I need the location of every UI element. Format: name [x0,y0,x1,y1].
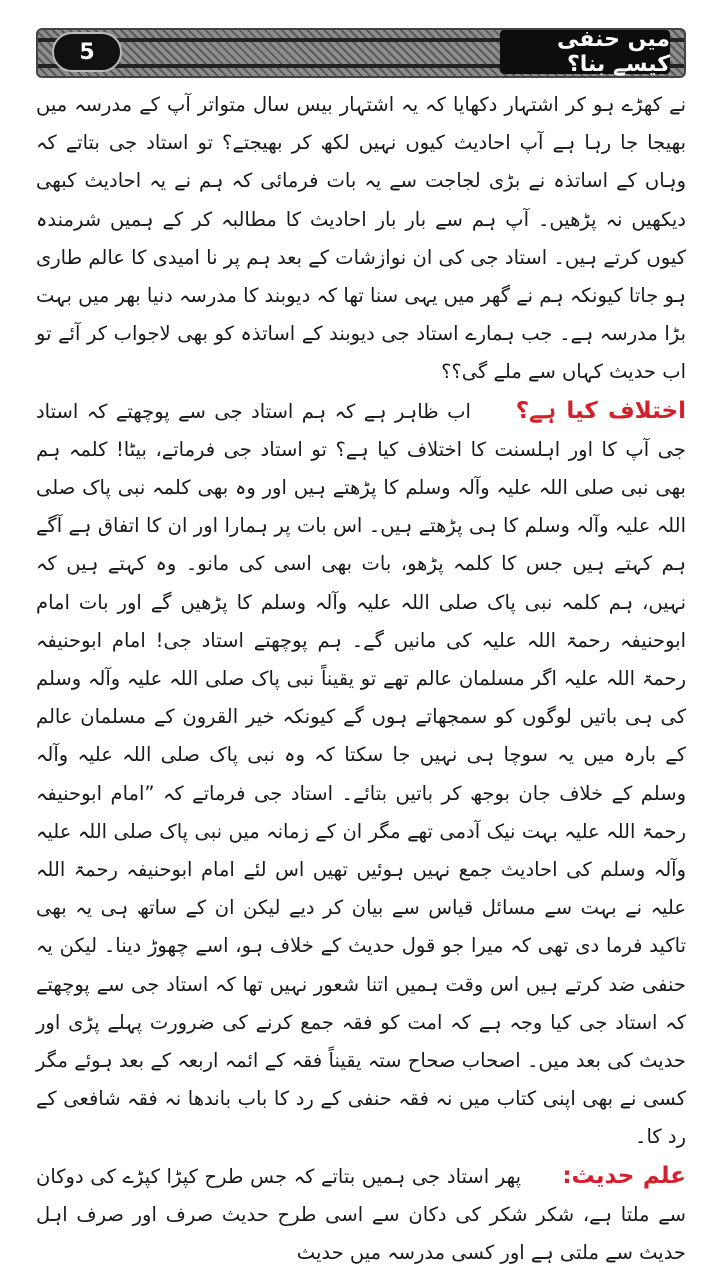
paragraph-intro: نے کھڑے ہو کر اشتہار دکھایا کہ یہ اشتہار بیس سال متواتر آپ کے مدرسہ میں بھیجا جا رہا ہے آپ احادیث کیوں نہیں لکھ کر بھیجتے؟ تو استاد جی بتاتے کہ وہاں کے اساتذہ نے بڑی لجاجت سے یہ بات فرمائی کہ ہم نے یہ احادیث کبھی دیکھیں نہ پڑھیں۔ آپ ہم سے بار بار احادیث کا مطالبہ کر کے ہمیں شرمندہ کیوں کرتے ہیں۔ استاد جی کی ان نوازشات کے بعد ہم پر نا امیدی کا عالم طاری ہو جاتا کیونکہ ہم نے گھر میں یہی سنا تھا کہ دیوبند کا مدرسہ دنیا بھر میں بہت بڑا مدرسہ ہے۔ جب ہمارے استاد جی دیوبند کے اساتذہ کو بھی لاجواب کر آئے تو اب حدیث کہاں سے ملے گی؟؟ [35,93,686,384]
book-title: میں حنفی کیسے بنا؟ [500,30,670,74]
paragraph-ilm-hadith-text: پھر استاد جی ہمیں بتاتے کہ جس طرح کپڑا کپڑے کی دوکان سے ملتا ہے، شکر شکر کی دکان سے اسی طرح حدیث صرف اور صرف اہل حدیث سے ملتی ہے اور کسی مدرسہ میں حدیث [36,1164,686,1265]
paragraph-ilm-hadith [36,1157,686,1272]
paragraph-ikhtilaf-text: اب ظاہر ہے کہ ہم استاد جی سے پوچھتے کہ استاد جی آپ کا اور اہلسنت کا اختلاف کیا ہے؟ تو استاد جی فرماتے، بیٹا! کلمہ ہم بھی نبی صلی اللہ علیہ وآلہ وسلم کا پڑھتے ہیں اور وہ بھی کلمہ نبی پاک صلی اللہ علیہ وآلہ وسلم کا ہی پڑھتے ہیں۔ اس بات پر ہمارا اور ان کا اتفاق ہے آگے ہم کہتے ہیں جس کا کلمہ پڑھو، بات بھی اسی کی مانو۔ وہ کہتے ہیں کہ نہیں، ہم کلمہ نبی پاک صلی اللہ علیہ وآلہ وسلم کا پڑھیں گے اور بات امام ابوحنیفہ رحمۃ اللہ علیہ کی مانیں گے۔ ہم پوچھتے استاد جی! امام ابوحنیفہ رحمۃ اللہ علیہ اگر مسلمان عالم تھے تو یقیناً نبی پاک صلی اللہ علیہ وآلہ وسلم کی ہی باتیں لوگوں کو سمجھاتے ہوں گے کیونکہ خیر القرون کے مسلمان عالم کے بارہ میں یہ سوچا ہی نہیں جا سکتا کہ وہ نبی پاک صلی اللہ علیہ وآلہ وسلم کے خلاف جان بوجھ کر باتیں بتائے۔ استاد جی فرماتے کہ ”امام ابوحنیفہ رحمۃ اللہ علیہ بہت نیک آدمی تھے مگر ان کے زمانہ میں نبی پاک صلی اللہ علیہ وآلہ وسلم کی احادیث جمع نہیں ہوئیں تھیں اس لئے امام ابوحنیفہ رحمۃ اللہ علیہ نے بہت سے مسائل قیاس سے بیان کر دیے لیکن ان کے ساتھ ہی یہ بھی تاکید فرما دی تھی کہ میرا جو قول حدیث کے خلاف ہو، اسے چھوڑ دینا۔ لیکن یہ حنفی ضد کرتے ہیں اس وقت ہمیں اتنا شعور نہیں تھا کہ استاد جی سے پوچھتے کہ استاد جی کیا وجہ ہے کہ امت کو فقہ جمع کرنے کی ضرورت پہلے پڑی اور حدیث کی بعد میں۔ اصحاب صحاح ستہ یقیناً فقہ کے ائمہ اربعہ کے بعد ہوئے مگر کسی نے بھی اپنی کتاب میں نہ فقہ حنفی کے رد کا باب باندھا نہ فقہ شافعی کے رد کا۔ [36,399,686,1149]
heading-ilm-hadith: علم حدیث: [562,1162,686,1189]
heading-ikhtilaf: اختلاف کیا ہے؟ [515,397,686,424]
page-text [36,86,686,1272]
paragraph-ikhtilaf [36,392,686,1157]
page-number-badge: 5 [52,32,122,72]
